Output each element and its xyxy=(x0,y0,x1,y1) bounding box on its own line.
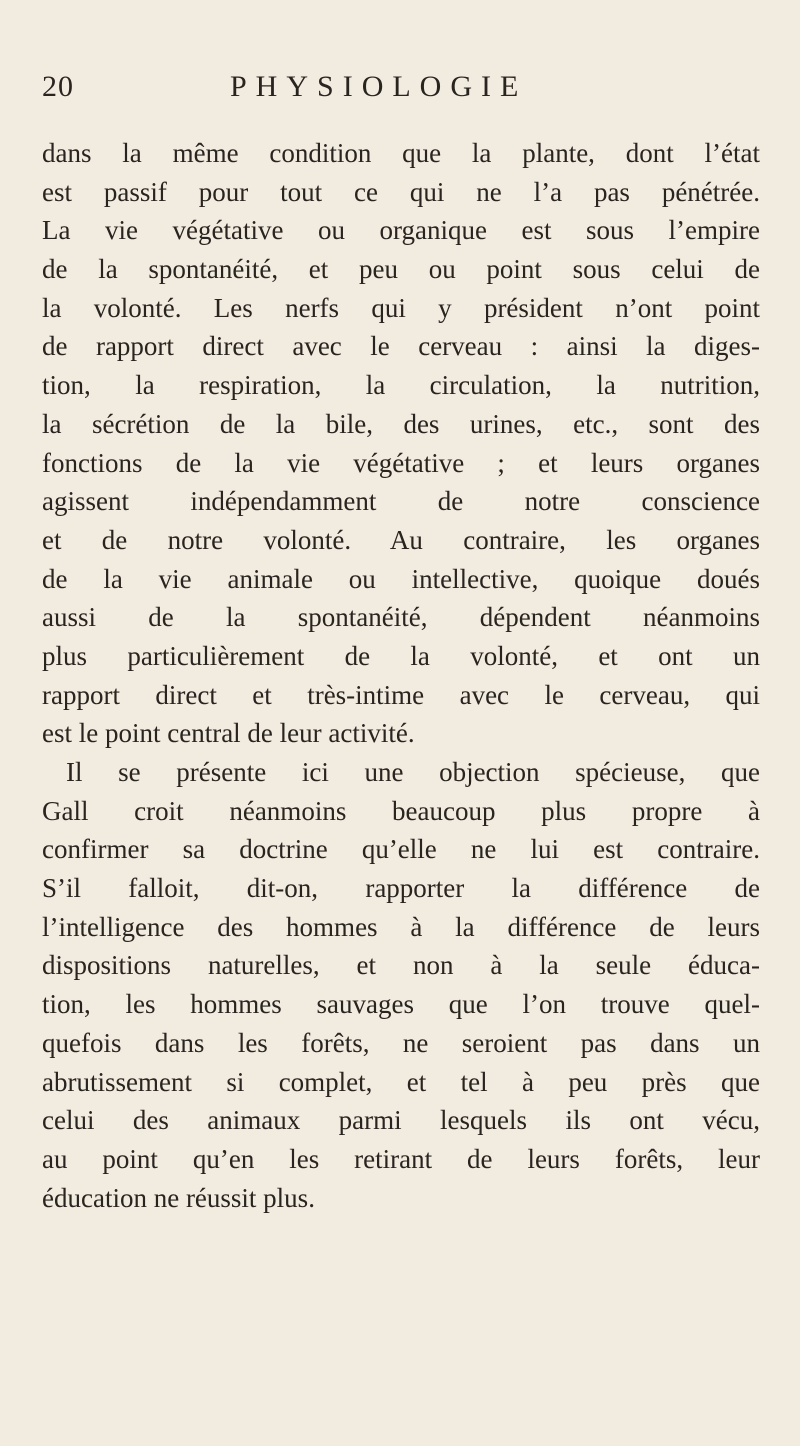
text-line: est passif pour tout ce qui ne l’a pas pénétrée. xyxy=(42,176,760,207)
text-line: la volonté. Les nerfs qui y président n’ont point xyxy=(42,292,760,323)
text-line: est le point central de leur activité. xyxy=(42,718,415,749)
text-line: de rapport direct avec le cerveau : ainsi la diges- xyxy=(42,331,760,362)
text-line: plus particulièrement de la volonté, et ont un xyxy=(42,640,760,671)
text-line: la sécrétion de la bile, des urines, etc., sont des xyxy=(42,408,760,439)
text-line: S’il falloit, dit-on, rapporter la différence de xyxy=(42,873,760,904)
text-line: de la vie animale ou intellective, quoique doués xyxy=(42,563,760,594)
text-line: celui des animaux parmi lesquels ils ont vécu, xyxy=(42,1105,760,1136)
text-line: Gall croit néanmoins beaucoup plus propre à xyxy=(42,795,760,826)
text-line: au point qu’en les retirant de leurs forêts, leur xyxy=(42,1143,760,1174)
body-text xyxy=(42,134,760,1217)
text-line: abrutissement si complet, et tel à peu près que xyxy=(42,1066,760,1097)
page-number: 20 xyxy=(42,70,74,103)
text-line: Il se présente ici une objection spécieuse, que xyxy=(66,757,760,787)
text-line: dispositions naturelles, et non à la seule éduca- xyxy=(42,950,760,981)
text-line: aussi de la spontanéité, dépendent néanmoins xyxy=(42,602,760,633)
text-line: quefois dans les forêts, ne seroient pas dans un xyxy=(42,1027,760,1058)
text-line: La vie végétative ou organique est sous l’empire xyxy=(42,215,760,246)
text-line: tion, les hommes sauvages que l’on trouve quel- xyxy=(42,989,760,1020)
text-line: tion, la respiration, la circulation, la nutrition, xyxy=(42,370,760,401)
running-head: PHYSIOLOGIE xyxy=(230,70,528,103)
text-line: de la spontanéité, et peu ou point sous celui de xyxy=(42,254,760,285)
page-header xyxy=(42,70,762,130)
text-line: l’intelligence des hommes à la différence de leurs xyxy=(42,911,760,942)
text-line: rapport direct et très-intime avec le cerveau, qui xyxy=(42,679,760,710)
text-line: fonctions de la vie végétative ; et leurs organes xyxy=(42,447,760,478)
text-line: confirmer sa doctrine qu’elle ne lui est contraire. xyxy=(42,834,760,865)
text-line: dans la même condition que la plante, dont l’état xyxy=(42,138,760,168)
text-line: éducation ne réussit plus. xyxy=(42,1182,315,1213)
text-line: et de notre volonté. Au contraire, les organes xyxy=(42,524,760,555)
text-line: agissent indépendamment de notre conscience xyxy=(42,486,760,517)
